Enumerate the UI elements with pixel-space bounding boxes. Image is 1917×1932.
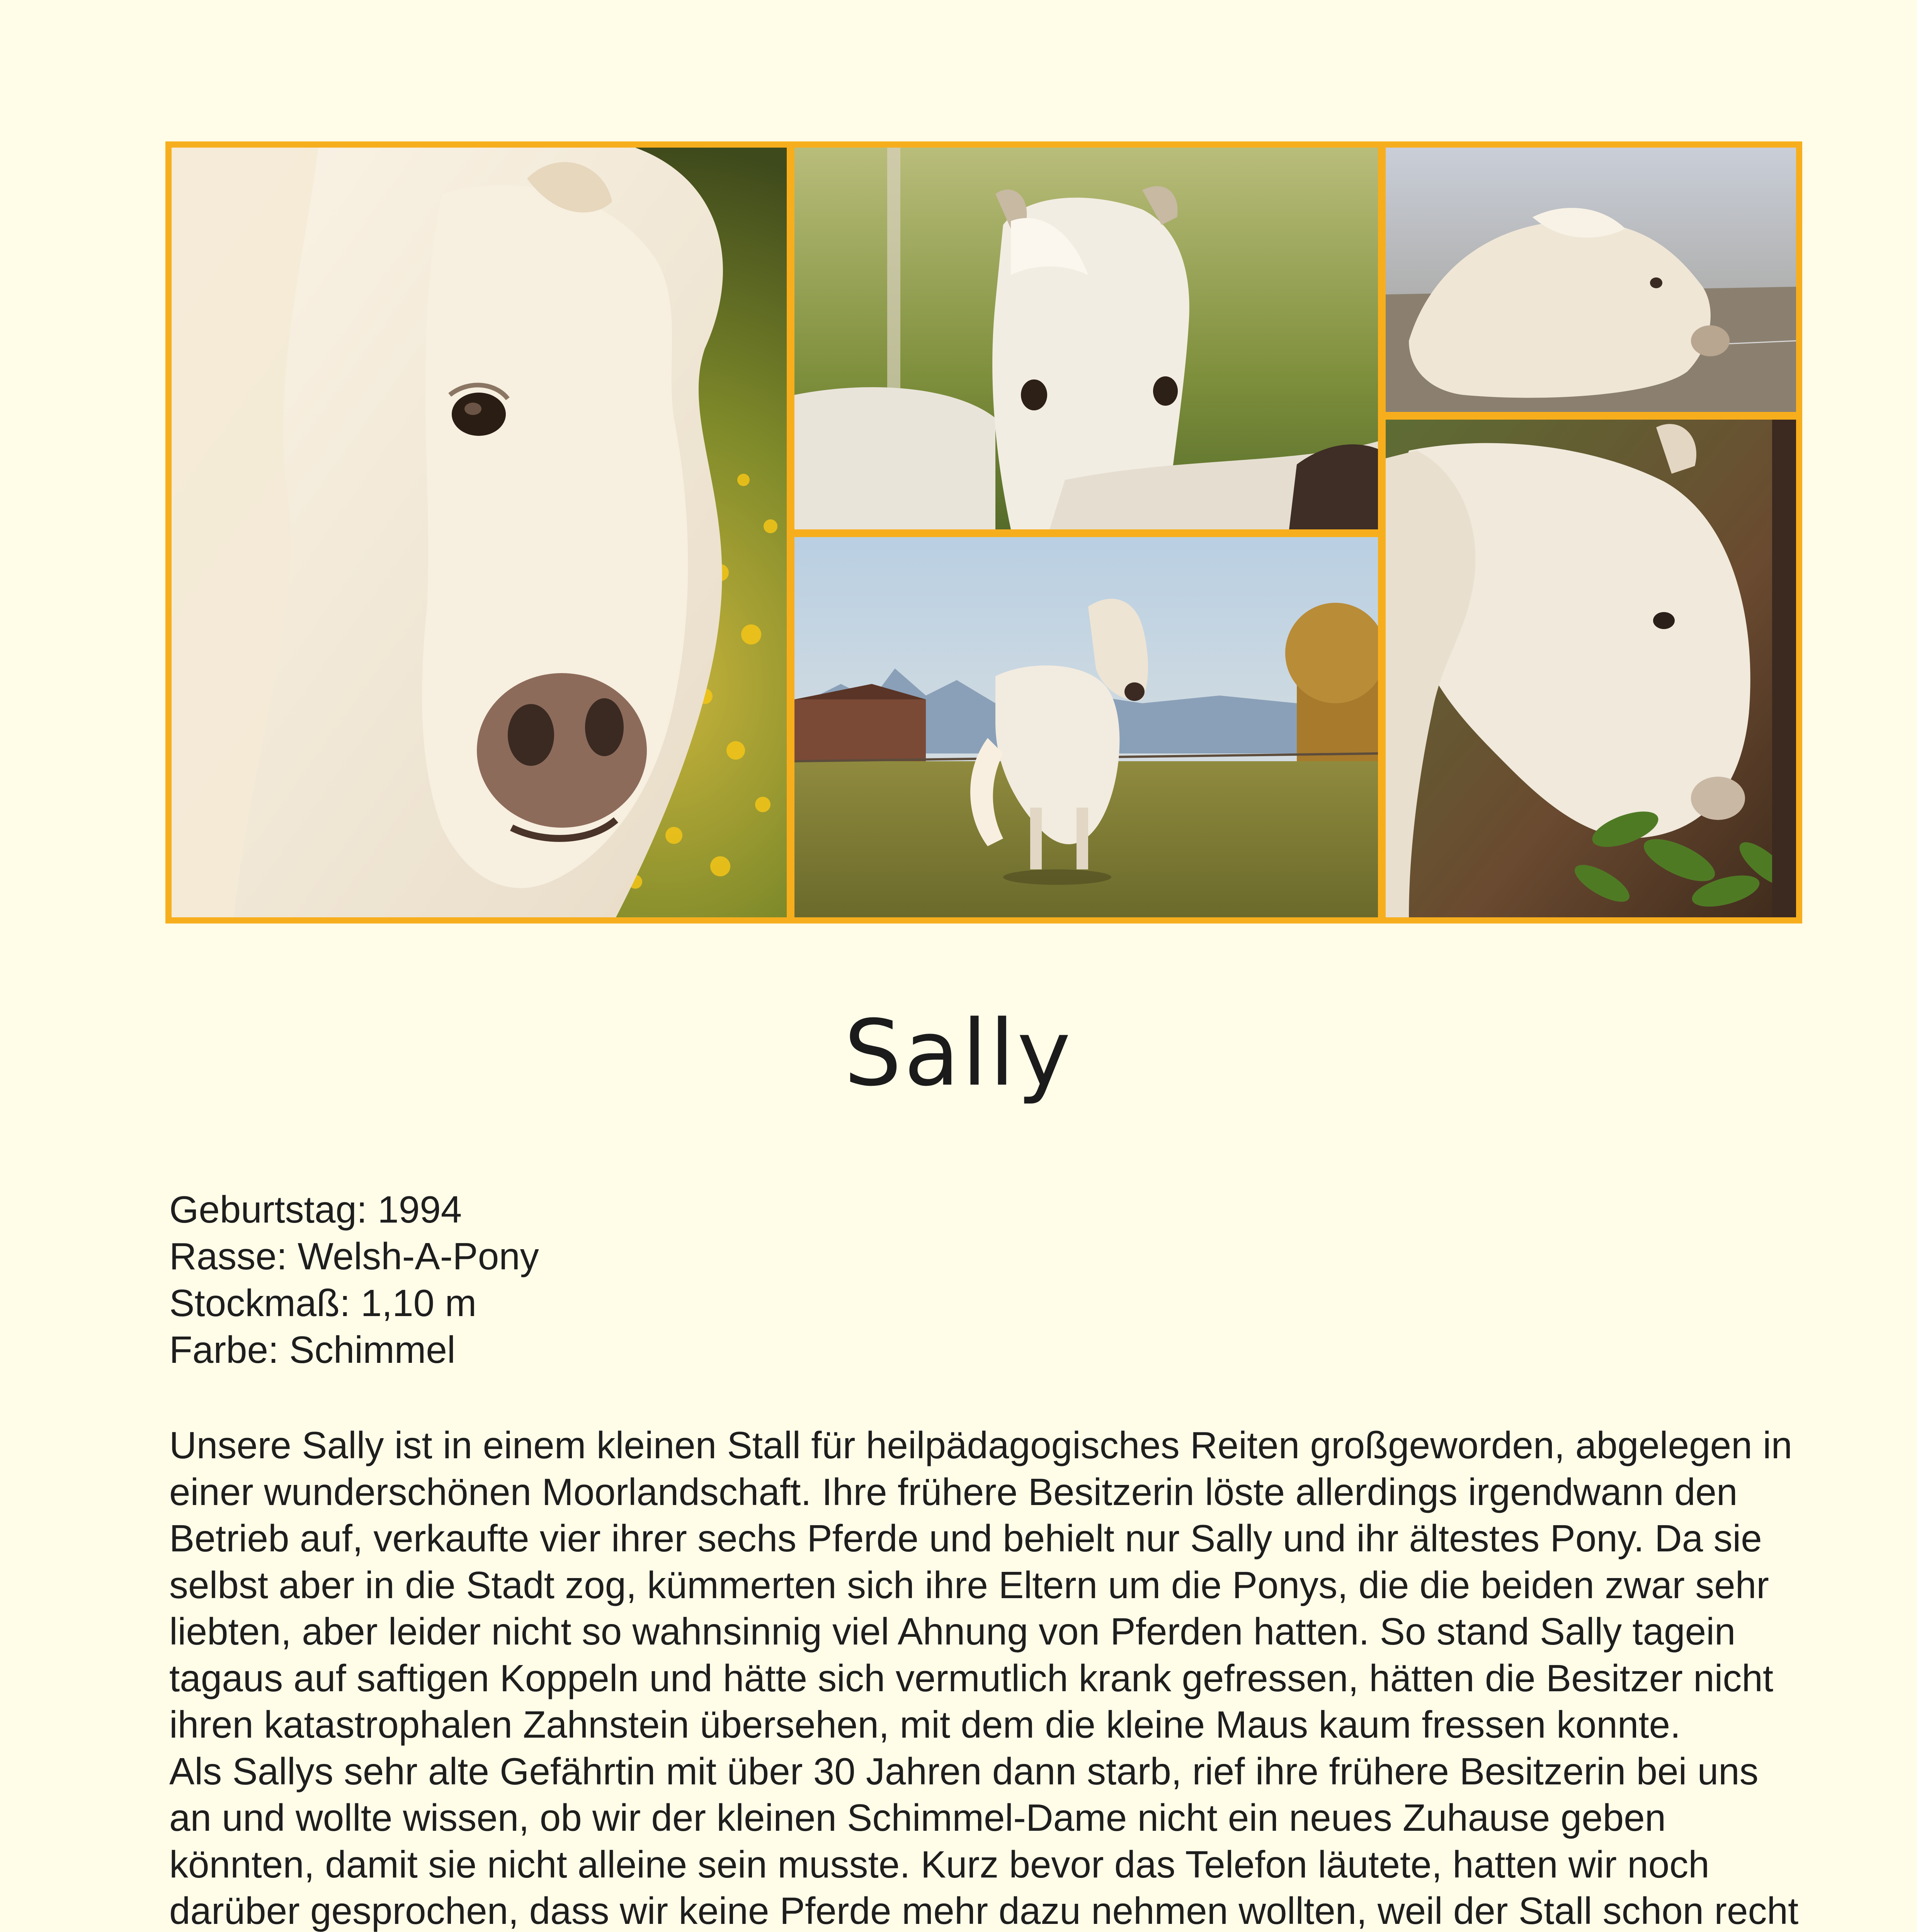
photo-closeup-face <box>172 148 787 917</box>
photo-pony-on-pasture <box>794 537 1378 917</box>
pony-facts <box>169 1186 1792 1373</box>
photo-pony-in-field <box>794 148 1378 529</box>
fact-height: Stockmaß: 1,10 m <box>169 1282 477 1324</box>
story-paragraph: Als Sallys sehr alte Gefährtin mit über 30 Jahren dann starb, rief ihre frühere Besitzerin bei uns an und wollte wissen, ob wir der kleinen Schimmel-Dame nicht ein neues Zuhause geben könnten, damit sie nicht alleine sein musste. Kurz bevor das Telefon läutete, hatten wir noch darüber gesprochen, dass wir keine Pferde mehr dazu nehmen wollten, weil der Stall schon recht <box>169 1750 1799 1932</box>
fact-birthday: Geburtstag: 1994 <box>169 1188 462 1231</box>
photo-pony-profile <box>1386 148 1796 412</box>
fact-breed: Rasse: Welsh-A-Pony <box>169 1235 539 1277</box>
photo-collage <box>165 141 1802 923</box>
pony-story <box>169 1422 1804 1932</box>
photo-pony-eating-leaves <box>1386 420 1796 917</box>
fact-color: Farbe: Schimmel <box>169 1328 456 1371</box>
page-title: Sally <box>844 1001 1073 1106</box>
story-paragraph: Unsere Sally ist in einem kleinen Stall für heilpädagogisches Reiten großgeworden, abgelegen in einer wunderschönen Moorlandschaft. Ihre frühere Besitzerin löste allerdings irgendwann den Betrieb auf, verkaufte vier ihrer sechs Pferde und behielt nur Sally und ihr ältestes Pony. Da sie selbst aber in die Stadt zog, kümmerten sich ihre Eltern um die Ponys, die die beiden zwar sehr liebten, aber leider nicht so wahnsinnig viel Ahnung von Pferden hatten. So stand Sally tagein tagaus auf saftigen Koppeln und hätte sich vermutlich krank gefressen, hätten die Besitzer nicht ihren katastrophalen Zahnstein übersehen, mit dem die kleine Maus kaum fressen konnte. <box>169 1424 1793 1746</box>
